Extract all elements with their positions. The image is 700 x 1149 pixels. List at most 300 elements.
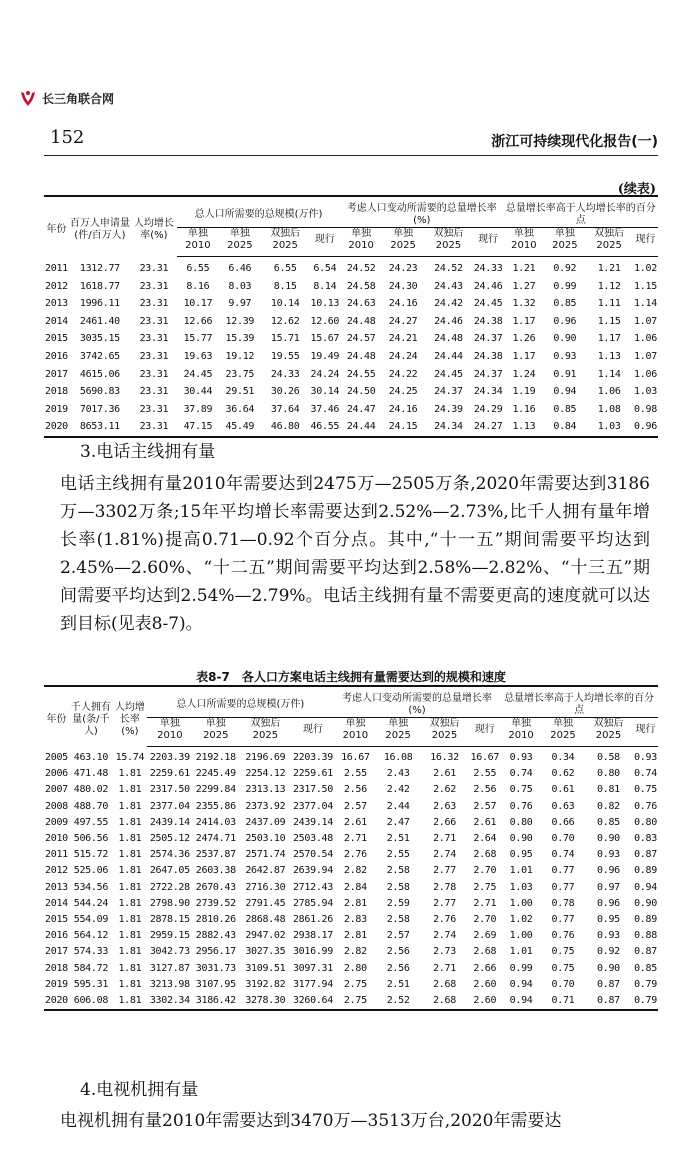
table-cell: 2.76	[433, 914, 456, 926]
table-cell: 2.42	[386, 784, 410, 796]
sub-header: 单独2025	[219, 228, 261, 257]
table-cell: 2009	[45, 816, 68, 828]
table-cell: 2015	[45, 333, 68, 345]
table-cell: 2013	[45, 298, 68, 310]
table-cell: 23.31	[139, 262, 169, 274]
table-cell: 2712.43	[292, 881, 333, 893]
table-cell: 0.82	[597, 800, 620, 812]
table-cell: 2.62	[433, 784, 456, 796]
table-cell: 12.60	[310, 315, 340, 327]
table-cell: 2570.54	[292, 849, 333, 861]
table-cell: 2647.05	[149, 865, 190, 877]
table-cell: 1.81	[118, 816, 142, 828]
sub-header: 现行	[473, 228, 504, 257]
table-cell: 2.56	[343, 784, 367, 796]
table-cell: 1.12	[597, 280, 621, 292]
table-row	[44, 401, 658, 419]
table-cell: 0.91	[553, 368, 577, 380]
table-cell: 2377.04	[149, 800, 190, 812]
col-year: 年份	[46, 223, 67, 235]
table-cell: 2461.40	[79, 315, 120, 327]
table-cell: 1.07	[634, 350, 657, 362]
table-cell: 7017.36	[79, 403, 120, 415]
table-cell: 37.64	[270, 403, 300, 415]
section-heading: 4.电视机拥有量	[80, 1080, 199, 1100]
table-cell: 2.61	[473, 816, 497, 828]
table-cell: 23.75	[225, 368, 255, 380]
table-cell: 595.31	[73, 978, 109, 990]
col-growth: 人均增长率(%)	[114, 701, 145, 737]
table-cell: 23.31	[139, 280, 169, 292]
section-paragraph: 电话主线拥有量2010年需要达到2475万—2505万条,2020年需要达到3186万—3302万条;15年平均增长率需要达到2.52%—2.73%,比千人拥有量年增长率(1.81%)提高0.71—0.92个百分点。其中,“十一五”期间需要平均达到2.45%—2.60%、“十二五”期间需要平均达到2.58%—2.82%、“十三五”期间需要平均达到2.54%—2.79%。电话主线拥有量不需要更高的速度就可以达到目标(见表8-7)。	[60, 474, 650, 634]
table-cell: 2503.10	[245, 833, 286, 845]
table-cell: 24.39	[434, 403, 463, 415]
table-cell: 30.26	[270, 386, 300, 398]
table-cell: 45.49	[225, 421, 255, 433]
table-cell: 1.81	[118, 849, 142, 861]
table-cell: 2.56	[386, 962, 410, 974]
table-cell: 2.69	[473, 930, 497, 942]
table-cell: 3042.73	[149, 946, 190, 958]
table-cell: 1618.77	[79, 280, 120, 292]
table-cell: 2011	[45, 849, 68, 861]
table-cell: 2259.61	[292, 768, 333, 780]
table-cell: 2016	[45, 930, 68, 942]
table-cell: 24.29	[473, 403, 503, 415]
table-cell: 19.12	[225, 350, 255, 362]
table-cell: 1.00	[509, 930, 533, 942]
table-row	[44, 313, 658, 331]
table-cell: 2947.02	[245, 930, 286, 942]
table-cell: 0.97	[597, 881, 620, 893]
table-cell: 584.72	[73, 962, 109, 974]
table-cell: 0.95	[509, 849, 533, 861]
table-row	[44, 330, 658, 348]
table-cell: 0.70	[551, 978, 575, 990]
table-cell: 2.61	[343, 816, 367, 828]
table-cell: 24.45	[183, 368, 213, 380]
table-cell: 2.60	[473, 995, 497, 1007]
table-cell: 2.51	[386, 833, 410, 845]
sub-header: 双独后2025	[420, 718, 470, 747]
table-row	[44, 815, 658, 831]
group-total-scale: 总人口所需要的总规模(万件)	[147, 686, 334, 718]
table-cell: 534.56	[73, 881, 109, 893]
table-cell: 9.97	[228, 298, 252, 310]
table-cell: 23.31	[139, 333, 169, 345]
sub-header: 单独2010	[340, 228, 382, 257]
sub-header: 单独2025	[542, 718, 584, 747]
table-cell: 0.58	[597, 752, 620, 763]
table-cell: 3031.73	[195, 962, 236, 974]
table-cell: 2.75	[343, 978, 367, 990]
table-cell: 0.90	[509, 833, 533, 845]
group-total-scale: 总人口所需要的总规模(万件)	[177, 196, 340, 228]
table-cell: 525.06	[73, 865, 109, 877]
table-cell: 1.32	[512, 298, 536, 310]
table-cell: 0.84	[553, 421, 577, 433]
table-cell: 3109.51	[245, 962, 286, 974]
table-row	[44, 418, 658, 437]
sub-header: 单独2010	[147, 718, 193, 747]
sub-header: 单独2010	[503, 228, 544, 257]
table-cell: 574.33	[73, 946, 109, 958]
table-cell: 0.87	[597, 978, 620, 990]
table-cell: 2.47	[386, 816, 410, 828]
table-cell: 1.11	[597, 298, 621, 310]
table-cell: 2.74	[433, 849, 456, 861]
table-cell: 2.74	[433, 930, 456, 942]
table-cell: 0.99	[553, 280, 577, 292]
table-cell: 1.81	[118, 800, 142, 812]
table-cell: 2016	[45, 350, 68, 362]
table-cell: 24.48	[434, 333, 463, 345]
group-points-above: 总量增长率高于人均增长率的百分点	[503, 196, 658, 228]
table-cell: 2203.39	[292, 752, 333, 763]
section-heading: 3.电话主线拥有量	[80, 442, 216, 462]
table-cell: 0.71	[551, 995, 575, 1007]
table-cell: 24.24	[388, 350, 418, 362]
table-cell: 0.78	[551, 897, 575, 909]
table-cell: 0.92	[553, 263, 577, 274]
table-cell: 564.12	[73, 930, 109, 942]
table-cell: 16.32	[430, 752, 459, 763]
group-total-growth: 考虑人口变动所需要的总量增长率(%)	[334, 686, 500, 718]
table-cell: 0.75	[509, 784, 533, 796]
table-cell: 24.63	[346, 298, 376, 310]
table-cell: 1.81	[118, 930, 142, 942]
table-cell: 2254.12	[245, 768, 286, 780]
table-cell: 6.46	[228, 263, 252, 274]
table-cell: 0.83	[634, 833, 657, 845]
table-cell: 2.75	[473, 881, 497, 893]
table-cell: 2005	[45, 751, 68, 763]
table-cell: 0.89	[634, 865, 657, 877]
table-cell: 2373.92	[245, 800, 286, 812]
table-cell: 0.89	[634, 914, 657, 926]
table-cell: 506.56	[73, 833, 109, 845]
table-cell: 0.93	[553, 350, 577, 362]
table-cell: 1.81	[118, 865, 142, 877]
table-row	[44, 747, 658, 767]
table-cell: 2.73	[433, 946, 456, 958]
running-title: 浙江可持续现代化报告(一)	[491, 134, 658, 150]
table-row	[44, 831, 658, 847]
table-cell: 3035.15	[79, 333, 120, 345]
table-cell: 0.90	[634, 897, 657, 909]
table-cell: 0.76	[634, 800, 657, 812]
table-cell: 2437.09	[245, 816, 286, 828]
table-cell: 24.30	[388, 280, 418, 292]
table-cell: 15.74	[115, 751, 145, 763]
table-cell: 471.48	[73, 768, 109, 780]
sub-header: 单独2010	[500, 718, 542, 747]
table-cell: 0.74	[509, 768, 533, 780]
table-cell: 6.55	[186, 263, 210, 274]
table-cell: 2.84	[343, 881, 367, 893]
table-row	[44, 863, 658, 879]
table-cell: 12.62	[270, 315, 300, 327]
table-cell: 2574.36	[149, 849, 190, 861]
table-cell: 2355.86	[195, 800, 236, 812]
table-cell: 0.77	[551, 914, 575, 926]
table-cell: 0.95	[597, 914, 620, 926]
table-cell: 0.93	[634, 752, 657, 763]
table-cell: 2.83	[343, 914, 367, 926]
table-cell: 5690.83	[79, 386, 120, 398]
table-cell: 480.02	[73, 784, 109, 796]
sub-header: 现行	[633, 228, 658, 257]
table-cell: 2.71	[433, 833, 456, 845]
table-cell: 16.08	[383, 752, 413, 763]
table-cell: 24.43	[434, 280, 463, 292]
table-cell: 19.63	[183, 350, 213, 362]
header-rule	[44, 155, 658, 156]
table-cell: 2414.03	[195, 816, 236, 828]
table-cell: 2791.45	[245, 897, 286, 909]
table-cell: 2882.43	[195, 930, 236, 942]
table-row	[44, 348, 658, 366]
table-cell: 1.01	[509, 865, 533, 877]
table-cell: 0.94	[634, 881, 657, 893]
table-cell: 15.67	[310, 333, 340, 345]
sub-header: 双独后2025	[585, 228, 633, 257]
table-cell: 6.54	[313, 263, 337, 274]
table-row	[44, 766, 658, 782]
table-cell: 4615.06	[79, 368, 120, 380]
table-cell: 2.51	[386, 978, 410, 990]
table-telephone-lines	[44, 685, 658, 1011]
table-row	[44, 928, 658, 944]
table-cell: 24.58	[346, 280, 376, 292]
table-cell: 554.09	[73, 914, 109, 926]
table-cell: 0.76	[551, 930, 575, 942]
table-cell: 2.80	[343, 962, 367, 974]
table-cell: 1312.77	[79, 262, 120, 274]
table-cell: 2439.14	[149, 816, 190, 828]
sub-header: 双独后2025	[239, 718, 292, 747]
col-ownership: 千人拥有量(条/千人)	[70, 701, 111, 737]
table-cell: 497.55	[73, 816, 109, 828]
table-cell: 2716.30	[245, 881, 286, 893]
table-cell: 3260.64	[292, 995, 333, 1007]
table-cell: 16.67	[470, 752, 500, 763]
table-cell: 488.70	[73, 800, 109, 812]
table-cell: 2810.26	[195, 914, 236, 926]
table-cell: 24.46	[473, 280, 503, 292]
table-cell: 1.81	[118, 978, 142, 990]
table-cell: 0.85	[553, 298, 577, 310]
table-cell: 2.75	[343, 995, 367, 1007]
table-cell: 1.81	[118, 833, 142, 845]
table-cell: 24.24	[310, 368, 340, 380]
sub-header: 现行	[292, 718, 334, 747]
table-cell: 0.77	[551, 881, 575, 893]
table-cell: 2739.52	[195, 897, 236, 909]
table-cell: 2474.71	[195, 833, 236, 845]
table-cell: 0.94	[509, 995, 533, 1007]
table-cell: 23.31	[139, 298, 169, 310]
table-cell: 2.61	[433, 768, 456, 780]
table-cell: 2020	[45, 995, 68, 1007]
sub-header: 单独2025	[382, 228, 424, 257]
table-cell: 24.21	[388, 333, 418, 345]
table-cell: 1.13	[512, 421, 536, 433]
table-cell: 0.75	[634, 784, 657, 796]
table-cell: 1.06	[597, 386, 621, 398]
table-cell: 2722.28	[149, 881, 190, 893]
table-cell: 2956.17	[195, 946, 236, 958]
table-caption: 表8-7 各人口方案电话主线拥有量需要达到的规模和速度	[196, 670, 506, 684]
table-cell: 1.16	[512, 403, 536, 415]
table-cell: 1.14	[634, 298, 657, 310]
group-total-growth: 考虑人口变动所需要的总量增长率(%)	[340, 196, 503, 228]
table-cell: 15.39	[225, 333, 255, 345]
table-cell: 24.50	[346, 386, 376, 398]
table-cell: 2.44	[386, 800, 410, 812]
table-cell: 0.96	[634, 421, 657, 433]
table-cell: 2018	[45, 962, 68, 974]
table-cell: 0.80	[634, 816, 657, 828]
table-cell: 3192.82	[245, 978, 286, 990]
table-cell: 24.22	[388, 368, 418, 380]
table-cell: 16.67	[341, 752, 370, 763]
sub-header: 双独后2025	[261, 228, 310, 257]
table-cell: 1.06	[634, 333, 657, 345]
table-cell: 2012	[45, 280, 68, 292]
table-cell: 10.17	[183, 298, 213, 310]
table-cell: 0.79	[634, 978, 657, 990]
table-cell: 0.74	[551, 849, 575, 861]
table-cell: 15.71	[270, 333, 300, 345]
table-cell: 0.79	[634, 995, 657, 1007]
table-cell: 2537.87	[195, 849, 236, 861]
table-cell: 0.87	[634, 849, 657, 861]
table-cell: 2.60	[473, 978, 497, 990]
sub-header: 单独2010	[334, 718, 377, 747]
table-cell: 2012	[45, 865, 68, 877]
table-cell: 1.81	[118, 881, 142, 893]
table-cell: 2.82	[343, 946, 367, 958]
table-row	[44, 847, 658, 863]
table-cell: 30.44	[183, 386, 213, 398]
table-cell: 24.38	[473, 315, 503, 327]
table-row	[44, 257, 658, 278]
table-cell: 2.55	[343, 768, 367, 780]
table-cell: 2011	[45, 262, 68, 274]
table-cell: 1.08	[597, 403, 621, 415]
col-growth: 人均增长率(%)	[133, 217, 174, 241]
table-cell: 24.46	[434, 315, 463, 327]
table-cell: 1.00	[509, 897, 533, 909]
group-points-above: 总量增长率高于人均增长率的百分点	[500, 686, 658, 718]
table-cell: 46.80	[270, 421, 300, 433]
table-cell: 12.66	[183, 315, 213, 327]
table-cell: 0.90	[597, 962, 620, 974]
sub-header: 双独后2025	[424, 228, 473, 257]
table-cell: 3127.87	[149, 962, 190, 974]
table-cell: 0.76	[509, 800, 533, 812]
table-cell: 0.62	[551, 768, 575, 780]
table-cell: 2.58	[386, 865, 410, 877]
table-cell: 2.52	[386, 995, 410, 1007]
table-cell: 15.77	[183, 333, 213, 345]
table-cell: 3278.30	[245, 995, 286, 1007]
table-cell: 1.15	[597, 315, 621, 327]
table-cell: 36.64	[225, 403, 255, 415]
table-cell: 0.90	[553, 333, 577, 345]
table-cell: 24.34	[434, 421, 463, 433]
table-cell: 23.31	[139, 403, 169, 415]
section-paragraph: 电视机拥有量2010年需要达到3470万—3513万台,2020年需要达	[60, 1111, 562, 1131]
table-cell: 2017	[45, 946, 68, 958]
table-cell: 8.03	[228, 280, 252, 292]
table-cell: 2317.50	[292, 784, 333, 796]
table-cell: 24.37	[434, 386, 463, 398]
table-cell: 0.87	[597, 995, 620, 1007]
table-cell: 24.44	[346, 421, 376, 433]
table-cell: 0.88	[634, 930, 657, 942]
table-cell: 24.48	[346, 315, 376, 327]
table-cell: 10.14	[270, 298, 300, 310]
table-cell: 3177.94	[292, 978, 333, 990]
table-cell: 19.55	[270, 350, 300, 362]
table-cell: 2.68	[473, 849, 497, 861]
table-row	[44, 961, 658, 977]
table-cell: 3107.95	[195, 978, 236, 990]
table-cell: 3213.98	[149, 978, 190, 990]
table-cell: 2259.61	[149, 768, 190, 780]
table-cell: 2.78	[433, 881, 456, 893]
table-cell: 12.39	[225, 315, 255, 327]
table-cell: 24.16	[388, 403, 418, 415]
table-cell: 1.27	[512, 280, 536, 292]
table-cell: 2192.18	[195, 752, 236, 763]
table-cell: 2.58	[386, 881, 410, 893]
table-cell: 1.21	[512, 263, 536, 274]
table-cell: 1.81	[118, 914, 142, 926]
table-cell: 0.93	[597, 930, 620, 942]
table-cell: 2018	[45, 386, 68, 398]
table-cell: 2.66	[433, 816, 456, 828]
table-cell: 515.72	[73, 849, 109, 861]
table-cell: 2.64	[473, 833, 497, 845]
table-cell: 8653.11	[79, 421, 120, 433]
table-cell: 2196.69	[245, 752, 286, 763]
table-cell: 2019	[45, 978, 68, 990]
table-cell: 0.85	[597, 816, 620, 828]
table-cell: 1.81	[118, 897, 142, 909]
table-cell: 24.37	[473, 368, 503, 380]
table-cell: 0.63	[551, 800, 575, 812]
site-logo	[18, 88, 114, 108]
table-row	[44, 977, 658, 993]
col-applicants: 百万人申请量(件/百万人)	[69, 217, 130, 241]
table-cell: 1.02	[634, 263, 657, 274]
table-cell: 2878.15	[149, 914, 190, 926]
table-cell: 2.71	[433, 962, 456, 974]
table-cell: 2.43	[386, 768, 410, 780]
table-cell: 1.21	[597, 263, 621, 274]
table-cell: 2007	[45, 784, 68, 796]
table-cell: 37.89	[183, 403, 213, 415]
table-cell: 2.76	[343, 849, 367, 861]
sub-header: 双独后2025	[584, 718, 633, 747]
table-cell: 8.16	[186, 280, 210, 292]
table-cell: 1.81	[118, 946, 142, 958]
table-cell: 2503.48	[292, 833, 333, 845]
table-cell: 24.16	[388, 298, 418, 310]
